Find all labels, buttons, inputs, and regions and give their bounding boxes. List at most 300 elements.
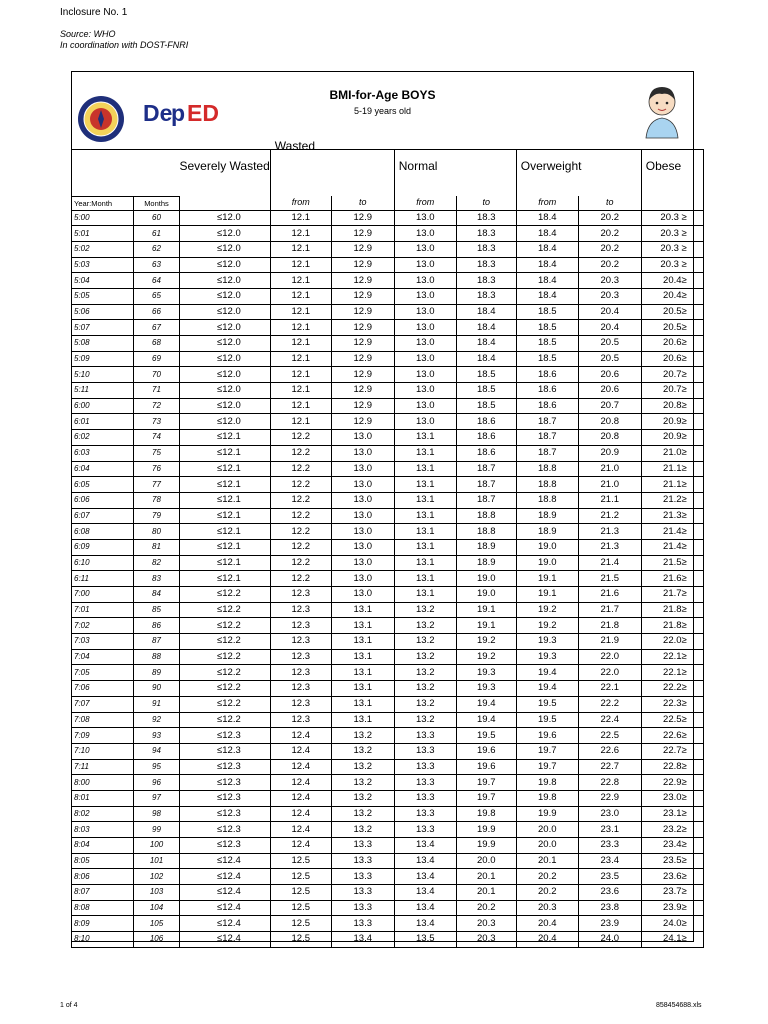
wasted-from-cell: 12.5 <box>270 916 331 932</box>
overweight-to-cell: 20.4 <box>578 320 641 336</box>
normal-to-cell: 19.7 <box>456 790 516 806</box>
normal-to-cell: 18.4 <box>456 351 516 367</box>
year-month-cell: 6:06 <box>72 492 134 508</box>
bmi-table-body <box>72 210 704 947</box>
overweight-to-cell: 20.8 <box>578 414 641 430</box>
normal-to-cell: 19.9 <box>456 822 516 838</box>
overweight-to-cell: 21.3 <box>578 524 641 540</box>
wasted-to-cell: 13.1 <box>331 602 394 618</box>
normal-to-cell: 18.3 <box>456 288 516 304</box>
overweight-to-cell: 23.4 <box>578 853 641 869</box>
overweight-to-cell: 24.0 <box>578 932 641 948</box>
overweight-from-cell: 19.7 <box>516 759 578 775</box>
wasted-from-cell: 12.2 <box>270 430 331 446</box>
table-row <box>72 414 704 430</box>
table-row <box>72 304 704 320</box>
normal-to-cell: 18.9 <box>456 539 516 555</box>
overweight-from-cell: 19.4 <box>516 665 578 681</box>
severely-wasted-cell: ≤12.3 <box>180 728 271 744</box>
obese-cell: 20.6≥ <box>641 336 703 352</box>
overweight-to-cell: 20.3 <box>578 288 641 304</box>
overweight-from-cell: 19.8 <box>516 775 578 791</box>
table-row <box>72 696 704 712</box>
overweight-to-cell: 20.7 <box>578 398 641 414</box>
obese-cell: 21.8≥ <box>641 618 703 634</box>
normal-from-cell: 13.1 <box>394 524 456 540</box>
severely-wasted-cell: ≤12.0 <box>180 351 271 367</box>
table-row <box>72 869 704 885</box>
enclosure-label: Inclosure No. 1 <box>60 7 128 18</box>
obese-cell: 20.9≥ <box>641 430 703 446</box>
table-row <box>72 461 704 477</box>
severely-wasted-cell: ≤12.0 <box>180 241 271 257</box>
wasted-from-header: from <box>270 196 331 210</box>
months-header: Months <box>134 196 180 210</box>
wasted-from-cell: 12.2 <box>270 524 331 540</box>
table-row <box>72 351 704 367</box>
obese-cell: 20.3 ≥ <box>641 257 703 273</box>
overweight-to-cell: 20.8 <box>578 430 641 446</box>
normal-from-cell: 13.1 <box>394 461 456 477</box>
table-row <box>72 257 704 273</box>
obese-cell: 21.4≥ <box>641 539 703 555</box>
obese-cell: 21.0≥ <box>641 445 703 461</box>
overweight-to-cell: 23.9 <box>578 916 641 932</box>
table-row <box>72 634 704 650</box>
normal-to-cell: 20.1 <box>456 869 516 885</box>
obese-cell: 22.3≥ <box>641 696 703 712</box>
months-cell: 102 <box>134 869 180 885</box>
normal-to-header: to <box>456 196 516 210</box>
severely-wasted-cell: ≤12.0 <box>180 210 271 226</box>
severely-wasted-cell: ≤12.0 <box>180 367 271 383</box>
year-month-cell: 5:02 <box>72 241 134 257</box>
severely-wasted-cell: ≤12.0 <box>180 257 271 273</box>
severely-wasted-cell: ≤12.0 <box>180 273 271 289</box>
table-row <box>72 539 704 555</box>
overweight-to-cell: 21.3 <box>578 539 641 555</box>
overweight-from-cell: 18.7 <box>516 414 578 430</box>
severely-wasted-cell: ≤12.1 <box>180 477 271 493</box>
overweight-from-cell: 18.8 <box>516 477 578 493</box>
year-month-cell: 7:05 <box>72 665 134 681</box>
overweight-to-cell: 21.8 <box>578 618 641 634</box>
severely-wasted-cell: ≤12.0 <box>180 226 271 242</box>
logo-text-de: De <box>143 100 173 126</box>
normal-from-cell: 13.0 <box>394 226 456 242</box>
severely-wasted-cell: ≤12.0 <box>180 383 271 399</box>
wasted-to-header: to <box>331 196 394 210</box>
overweight-from-cell: 18.4 <box>516 241 578 257</box>
normal-from-cell: 13.3 <box>394 759 456 775</box>
overweight-from-cell: 18.5 <box>516 320 578 336</box>
normal-to-cell: 20.3 <box>456 916 516 932</box>
wasted-to-cell: 12.9 <box>331 367 394 383</box>
wasted-to-cell: 13.0 <box>331 461 394 477</box>
table-row <box>72 728 704 744</box>
overweight-to-cell: 20.2 <box>578 226 641 242</box>
overweight-from-cell: 18.4 <box>516 288 578 304</box>
normal-to-cell: 19.6 <box>456 743 516 759</box>
months-cell: 69 <box>134 351 180 367</box>
severely-wasted-cell: ≤12.2 <box>180 681 271 697</box>
wasted-from-cell: 12.1 <box>270 257 331 273</box>
months-cell: 79 <box>134 508 180 524</box>
wasted-to-cell: 13.0 <box>331 492 394 508</box>
overweight-from-cell: 20.4 <box>516 932 578 948</box>
normal-to-cell: 18.6 <box>456 414 516 430</box>
page-title: BMI-for-Age BOYS <box>329 88 436 102</box>
wasted-to-cell: 12.9 <box>331 336 394 352</box>
overweight-from-cell: 19.2 <box>516 618 578 634</box>
wasted-from-cell: 12.1 <box>270 241 331 257</box>
overweight-from-cell: 18.8 <box>516 461 578 477</box>
year-month-cell: 8:03 <box>72 822 134 838</box>
overweight-from-cell: 20.1 <box>516 853 578 869</box>
obese-cell: 21.8≥ <box>641 602 703 618</box>
normal-from-header: from <box>394 196 456 210</box>
table-row <box>72 492 704 508</box>
wasted-from-cell: 12.2 <box>270 508 331 524</box>
normal-from-cell: 13.3 <box>394 728 456 744</box>
wasted-from-cell: 12.3 <box>270 696 331 712</box>
severely-wasted-cell: ≤12.2 <box>180 712 271 728</box>
overweight-to-cell: 21.0 <box>578 477 641 493</box>
overweight-from-cell: 18.9 <box>516 524 578 540</box>
normal-to-cell: 19.0 <box>456 571 516 587</box>
wasted-to-cell: 12.9 <box>331 320 394 336</box>
year-month-cell: 5:10 <box>72 367 134 383</box>
wasted-to-cell: 13.2 <box>331 743 394 759</box>
normal-to-cell: 19.1 <box>456 602 516 618</box>
overweight-to-cell: 21.9 <box>578 634 641 650</box>
normal-from-cell: 13.0 <box>394 288 456 304</box>
obese-cell: 20.3 ≥ <box>641 241 703 257</box>
obese-header: Obese <box>641 150 703 197</box>
obese-cell: 22.7≥ <box>641 743 703 759</box>
normal-to-cell: 18.3 <box>456 257 516 273</box>
normal-to-cell: 20.2 <box>456 900 516 916</box>
wasted-to-cell: 13.2 <box>331 806 394 822</box>
wasted-to-cell: 13.0 <box>331 508 394 524</box>
table-row <box>72 367 704 383</box>
overweight-to-cell: 23.8 <box>578 900 641 916</box>
bmi-table <box>71 139 704 948</box>
overweight-from-cell: 20.2 <box>516 885 578 901</box>
normal-to-cell: 18.4 <box>456 304 516 320</box>
normal-to-cell: 18.6 <box>456 430 516 446</box>
overweight-to-cell: 21.5 <box>578 571 641 587</box>
wasted-from-cell: 12.4 <box>270 728 331 744</box>
obese-cell: 21.7≥ <box>641 587 703 603</box>
overweight-to-cell: 23.5 <box>578 869 641 885</box>
months-cell: 64 <box>134 273 180 289</box>
overweight-from-cell: 19.2 <box>516 602 578 618</box>
normal-from-cell: 13.2 <box>394 602 456 618</box>
year-month-cell: 7:04 <box>72 649 134 665</box>
wasted-to-cell: 12.9 <box>331 383 394 399</box>
wasted-from-cell: 12.5 <box>270 853 331 869</box>
wasted-from-cell: 12.2 <box>270 571 331 587</box>
months-cell: 96 <box>134 775 180 791</box>
obese-cell: 20.5≥ <box>641 320 703 336</box>
overweight-to-cell: 21.6 <box>578 587 641 603</box>
wasted-header-text: Wasted <box>274 139 316 153</box>
months-cell: 99 <box>134 822 180 838</box>
page-number: 1 of 4 <box>60 1002 78 1009</box>
wasted-from-cell: 12.3 <box>270 587 331 603</box>
severely-wasted-cell: ≤12.0 <box>180 320 271 336</box>
overweight-to-cell: 23.3 <box>578 838 641 854</box>
normal-to-cell: 18.6 <box>456 445 516 461</box>
year-month-cell: 8:06 <box>72 869 134 885</box>
wasted-from-cell: 12.2 <box>270 492 331 508</box>
normal-to-cell: 19.6 <box>456 759 516 775</box>
obese-cell: 20.9≥ <box>641 414 703 430</box>
normal-from-cell: 13.2 <box>394 712 456 728</box>
year-month-cell: 7:07 <box>72 696 134 712</box>
wasted-from-cell: 12.4 <box>270 806 331 822</box>
overweight-to-cell: 20.4 <box>578 304 641 320</box>
file-name: 858454688.xls <box>656 1002 702 1009</box>
severely-wasted-cell: ≤12.2 <box>180 587 271 603</box>
severely-wasted-cell: ≤12.4 <box>180 916 271 932</box>
year-month-cell: 6:00 <box>72 398 134 414</box>
severely-wasted-cell: ≤12.4 <box>180 900 271 916</box>
severely-wasted-cell: ≤12.3 <box>180 806 271 822</box>
normal-to-cell: 18.5 <box>456 367 516 383</box>
year-month-cell: 8:00 <box>72 775 134 791</box>
obese-cell: 21.3≥ <box>641 508 703 524</box>
months-cell: 89 <box>134 665 180 681</box>
year-month-cell: 5:04 <box>72 273 134 289</box>
normal-from-cell: 13.1 <box>394 539 456 555</box>
overweight-to-cell: 22.7 <box>578 759 641 775</box>
overweight-from-cell: 18.7 <box>516 430 578 446</box>
obese-cell: 22.2≥ <box>641 681 703 697</box>
normal-from-cell: 13.5 <box>394 932 456 948</box>
normal-to-cell: 18.8 <box>456 524 516 540</box>
severely-wasted-cell: ≤12.3 <box>180 790 271 806</box>
severely-wasted-cell: ≤12.4 <box>180 869 271 885</box>
wasted-from-cell: 12.3 <box>270 649 331 665</box>
normal-to-cell: 18.4 <box>456 336 516 352</box>
obese-cell: 22.9≥ <box>641 775 703 791</box>
year-month-cell: 6:11 <box>72 571 134 587</box>
severely-wasted-cell: ≤12.0 <box>180 414 271 430</box>
wasted-to-cell: 13.3 <box>331 900 394 916</box>
months-cell: 105 <box>134 916 180 932</box>
normal-to-cell: 18.5 <box>456 398 516 414</box>
severely-wasted-cell: ≤12.3 <box>180 822 271 838</box>
normal-from-cell: 13.2 <box>394 665 456 681</box>
severely-wasted-cell: ≤12.2 <box>180 618 271 634</box>
normal-from-cell: 13.1 <box>394 571 456 587</box>
normal-from-cell: 13.0 <box>394 257 456 273</box>
wasted-from-cell: 12.5 <box>270 885 331 901</box>
overweight-from-cell: 19.7 <box>516 743 578 759</box>
normal-to-cell: 19.9 <box>456 838 516 854</box>
months-cell: 92 <box>134 712 180 728</box>
months-cell: 83 <box>134 571 180 587</box>
normal-from-cell: 13.1 <box>394 492 456 508</box>
severely-wasted-cell: ≤12.0 <box>180 398 271 414</box>
normal-from-cell: 13.3 <box>394 743 456 759</box>
obese-cell: 23.5≥ <box>641 853 703 869</box>
severely-wasted-header: Severely Wasted <box>180 150 271 197</box>
wasted-to-cell: 13.3 <box>331 869 394 885</box>
months-cell: 67 <box>134 320 180 336</box>
normal-to-cell: 19.7 <box>456 775 516 791</box>
normal-from-cell: 13.4 <box>394 853 456 869</box>
year-month-cell: 7:11 <box>72 759 134 775</box>
table-row <box>72 712 704 728</box>
normal-to-cell: 18.3 <box>456 273 516 289</box>
wasted-from-cell: 12.2 <box>270 445 331 461</box>
months-cell: 81 <box>134 539 180 555</box>
wasted-from-cell: 12.1 <box>270 273 331 289</box>
months-cell: 60 <box>134 210 180 226</box>
logo-text-p: p <box>171 100 186 126</box>
year-month-cell: 8:04 <box>72 838 134 854</box>
months-cell: 94 <box>134 743 180 759</box>
overweight-from-cell: 19.0 <box>516 539 578 555</box>
overweight-from-cell: 19.1 <box>516 571 578 587</box>
overweight-to-cell: 20.5 <box>578 351 641 367</box>
blank-header-cell <box>72 150 180 197</box>
overweight-from-cell: 18.4 <box>516 257 578 273</box>
normal-from-cell: 13.3 <box>394 790 456 806</box>
table-row <box>72 806 704 822</box>
severely-wasted-cell: ≤12.3 <box>180 759 271 775</box>
months-cell: 87 <box>134 634 180 650</box>
obese-cell: 23.1≥ <box>641 806 703 822</box>
normal-from-cell: 13.0 <box>394 273 456 289</box>
normal-from-cell: 13.3 <box>394 822 456 838</box>
category-header-row <box>72 150 704 197</box>
overweight-from-cell: 20.4 <box>516 916 578 932</box>
normal-from-cell: 13.0 <box>394 383 456 399</box>
obese-cell: 23.6≥ <box>641 869 703 885</box>
months-cell: 75 <box>134 445 180 461</box>
overweight-from-cell: 19.3 <box>516 649 578 665</box>
months-cell: 76 <box>134 461 180 477</box>
year-month-cell: 5:05 <box>72 288 134 304</box>
normal-from-cell: 13.4 <box>394 885 456 901</box>
severely-wasted-cell: ≤12.0 <box>180 336 271 352</box>
overweight-from-cell: 18.7 <box>516 445 578 461</box>
wasted-to-cell: 13.0 <box>331 430 394 446</box>
wasted-to-cell: 13.0 <box>331 539 394 555</box>
year-month-cell: 6:04 <box>72 461 134 477</box>
wasted-to-cell: 12.9 <box>331 288 394 304</box>
months-cell: 66 <box>134 304 180 320</box>
obese-cell: 24.1≥ <box>641 932 703 948</box>
months-cell: 84 <box>134 587 180 603</box>
table-row <box>72 932 704 948</box>
wasted-from-cell: 12.4 <box>270 822 331 838</box>
wasted-to-cell: 13.0 <box>331 555 394 571</box>
severely-wasted-cell: ≤12.2 <box>180 602 271 618</box>
normal-from-cell: 13.1 <box>394 555 456 571</box>
year-month-cell: 8:08 <box>72 900 134 916</box>
table-row <box>72 430 704 446</box>
source-line: Source: WHO <box>60 29 116 39</box>
months-cell: 85 <box>134 602 180 618</box>
wasted-from-cell: 12.1 <box>270 288 331 304</box>
overweight-to-cell: 21.7 <box>578 602 641 618</box>
overweight-from-cell: 19.5 <box>516 712 578 728</box>
severely-wasted-cell: ≤12.3 <box>180 838 271 854</box>
overweight-from-cell: 18.9 <box>516 508 578 524</box>
overweight-from-cell: 18.6 <box>516 383 578 399</box>
months-cell: 82 <box>134 555 180 571</box>
normal-from-cell: 13.1 <box>394 508 456 524</box>
year-month-cell: 5:00 <box>72 210 134 226</box>
wasted-to-cell: 13.1 <box>331 681 394 697</box>
table-row <box>72 681 704 697</box>
year-month-cell: 6:08 <box>72 524 134 540</box>
severely-wasted-cell: ≤12.2 <box>180 665 271 681</box>
year-month-cell: 8:02 <box>72 806 134 822</box>
year-month-cell: 6:01 <box>72 414 134 430</box>
overweight-to-cell: 23.1 <box>578 822 641 838</box>
table-row <box>72 241 704 257</box>
overweight-to-cell: 22.8 <box>578 775 641 791</box>
overweight-to-cell: 20.2 <box>578 241 641 257</box>
wasted-from-cell: 12.5 <box>270 869 331 885</box>
overweight-from-cell: 18.5 <box>516 351 578 367</box>
wasted-to-cell: 13.0 <box>331 477 394 493</box>
overweight-from-cell: 18.6 <box>516 367 578 383</box>
obese-cell: 20.6≥ <box>641 351 703 367</box>
wasted-from-cell: 12.4 <box>270 838 331 854</box>
obese-cell: 20.3 ≥ <box>641 210 703 226</box>
wasted-to-cell: 12.9 <box>331 226 394 242</box>
normal-from-cell: 13.3 <box>394 806 456 822</box>
overweight-from-cell: 19.5 <box>516 696 578 712</box>
wasted-from-cell: 12.1 <box>270 226 331 242</box>
overweight-to-cell: 20.6 <box>578 367 641 383</box>
severely-wasted-cell: ≤12.1 <box>180 445 271 461</box>
overweight-to-cell: 22.4 <box>578 712 641 728</box>
wasted-to-cell: 13.1 <box>331 665 394 681</box>
table-row <box>72 790 704 806</box>
severely-wasted-cell: ≤12.4 <box>180 885 271 901</box>
normal-to-cell: 19.1 <box>456 618 516 634</box>
obese-cell: 21.6≥ <box>641 571 703 587</box>
table-row <box>72 571 704 587</box>
normal-to-cell: 18.7 <box>456 492 516 508</box>
normal-to-cell: 18.5 <box>456 383 516 399</box>
obese-cell: 23.7≥ <box>641 885 703 901</box>
normal-to-cell: 19.2 <box>456 634 516 650</box>
wasted-from-cell: 12.5 <box>270 900 331 916</box>
table-row <box>72 759 704 775</box>
normal-from-cell: 13.0 <box>394 320 456 336</box>
wasted-to-cell: 13.2 <box>331 775 394 791</box>
wasted-to-cell: 13.1 <box>331 634 394 650</box>
overweight-to-cell: 22.1 <box>578 681 641 697</box>
overweight-to-header: to <box>578 196 641 210</box>
overweight-to-cell: 20.2 <box>578 210 641 226</box>
year-month-cell: 5:06 <box>72 304 134 320</box>
table-row <box>72 775 704 791</box>
table-row <box>72 210 704 226</box>
normal-to-cell: 20.1 <box>456 885 516 901</box>
wasted-from-cell: 12.1 <box>270 367 331 383</box>
wasted-from-cell: 12.2 <box>270 477 331 493</box>
